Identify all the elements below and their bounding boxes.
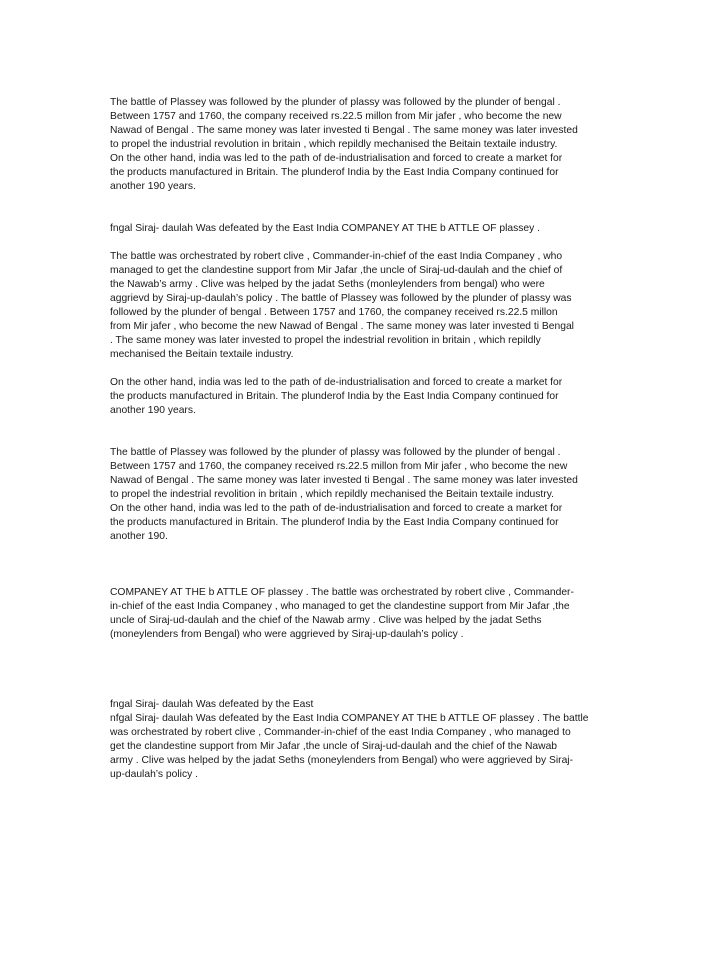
paragraph-siraj-defeated: fngal Siraj- daulah Was defeated by the East India COMPANEY AT THE b ATTLE OF plassey . <box>110 223 540 234</box>
paragraph-battle-orchestrated: The battle was orchestrated by robert clive , Commander-in-chief of the east India Companey , who managed to get the clandestine support from Mir Jafar ,the uncle of Siraj-ud-daulah and the chief of the Nawab’s army . Clive was helped by the jadat Seths (monleylenders from bengal) who were aggrievd by Siraj-up-daulah’s policy . The battle of Plassey was followed by the plunder of plassy was followed by the plunder of bengal . Between 1757 and 1760, the companey received rs.22.5 millon from Mir jafer , who become the new Nawad of Bengal . The same money was later invested ti Bengal . The same money was later invested to propel the indestrial revolition in britain , which repildly mechanised the Beitain textaile industry. <box>110 251 574 360</box>
paragraph-de-industrialisation: On the other hand, india was led to the path of de-industrialisation and forced to create a market for the products manufactured in Britain. The plunderof India by the East India Company continued for another 190 years. <box>110 377 563 416</box>
paragraph-plunder-of-bengal: The battle of Plassey was followed by the plunder of plassy was followed by the plunder of bengal . Between 1757 and 1760, the company received rs.22.5 millon from Mir jafer , who become the new Nawad of Bengal . The same money was later invested ti Bengal . The same money was later invested to propel the industrial revolution in britain , which repildly mechanised the Beitain textaile industry. On the other hand, india was led to the path of de-industrialisation and forced to create a market for the products manufactured in Britain. The plunderof India by the East India Company continued for another 190 years. <box>110 97 578 192</box>
paragraph-siraj-east-india: fngal Siraj- daulah Was defeated by the East nfgal Siraj- daulah Was defeated by the East India COMPANEY AT THE b ATTLE OF plassey . The battle was orchestrated by robert clive , Commander-in-chief of the east India Companey , who managed to get the clandestine support from Mir Jafar ,the uncle of Siraj-ud-daulah and the chief of the Nawab army . Clive was helped by the jadat Seths (moneylenders from Bengal) who were aggrieved by Siraj- up-daulah’s policy . <box>110 699 589 780</box>
paragraph-plunder-repeat: The battle of Plassey was followed by the plunder of plassy was followed by the plunder of bengal . Between 1757 and 1760, the companey received rs.22.5 millon from Mir jafer , who become the new Nawad of Bengal . The same money was later invested ti Bengal . The same money was later invested to propel the indestrial revolition in britain , which repildly mechanised the Beitain textaile industry. On the other hand, india was led to the path of de-industrialisation and forced to create a market for the products manufactured in Britain. The plunderof India by the East India Company continued for another 190. <box>110 447 578 542</box>
paragraph-companey-battle: COMPANEY AT THE b ATTLE OF plassey . The battle was orchestrated by robert clive , Commander- in-chief of the east India Companey , who managed to get the clandestine support from Mir Jafar ,the uncle of Siraj-ud-daulah and the chief of the Nawab army . Clive was helped by the jadat Seths (moneylenders from Bengal) who were aggrieved by Siraj-up-daulah’s policy . <box>110 587 574 640</box>
